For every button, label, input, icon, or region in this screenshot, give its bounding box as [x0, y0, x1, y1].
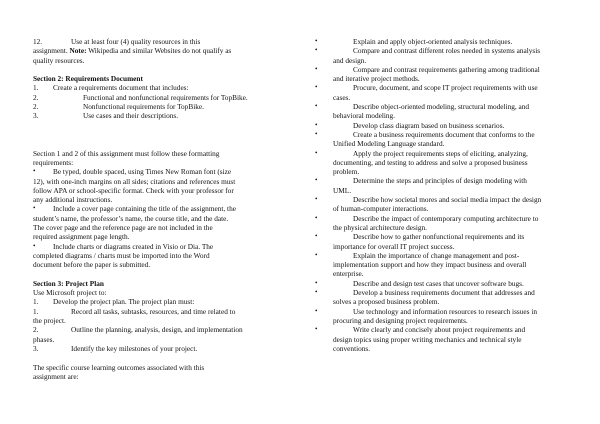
bullet-icon: •: [315, 288, 318, 297]
item-12-line3: quality resources.: [33, 55, 85, 65]
bullet-icon: •: [315, 195, 318, 204]
list-item: 3. Identify the key milestones of your project.: [33, 343, 198, 353]
outcome-line: Procure, document, and scope IT project requirements with use: [353, 83, 538, 93]
outcome-line: and design.: [333, 55, 367, 65]
outcome-line: conventions.: [333, 343, 371, 353]
outcome-line: Write clearly and concisely about project requirements and: [353, 325, 526, 335]
outcome-item: [315, 129, 581, 149]
bullet-icon: •: [315, 83, 318, 92]
bullet-icon: •: [315, 176, 318, 185]
outcome-line: the physical architecture design.: [333, 222, 428, 232]
outcome-item: [315, 64, 581, 84]
outcome-line: Explain the importance of change management and post-: [353, 250, 520, 260]
item-number: 12.: [33, 37, 43, 46]
outcome-line: Explain and apply object-oriented analysis techniques.: [353, 37, 513, 46]
section-3-list: [33, 297, 285, 353]
outcome-line: Describe object-oriented modeling, structural modeling, and: [353, 102, 530, 112]
outcome-line: problem.: [333, 167, 360, 177]
outcome-line: procuring and designing project requirements.: [333, 315, 468, 325]
bullet-icon: •: [33, 241, 36, 250]
outcome-line: design topics using proper writing mechanics and technical style: [333, 334, 522, 344]
outcome-line: enterprise.: [333, 269, 364, 279]
item-12: [33, 37, 285, 65]
item-12-line2: assignment. Note: Wikipedia and similar Websites do not qualify as: [33, 46, 232, 56]
list-item: 1. Record all tasks, subtasks, resources, and time related to the project.: [33, 306, 236, 326]
outcome-item: [315, 37, 581, 46]
format-intro: Section 1 and 2 of this assignment must follow these formatting requirements:: [33, 148, 220, 167]
outcomes-intro: The specific course learning outcomes associated with this assignment are:: [33, 362, 205, 381]
bullet-icon: •: [315, 306, 318, 315]
bullet-icon: •: [315, 102, 318, 111]
outcome-item: [315, 148, 581, 177]
section-2-heading: Section 2: Requirements Document: [33, 74, 143, 84]
outcome-item: [315, 288, 581, 307]
outcome-line: Use technology and information resources to research issues in: [353, 306, 537, 316]
outcome-line: Describe and design test cases that uncover software bugs.: [353, 278, 524, 288]
outcome-item: [315, 102, 581, 121]
list-item: • Include a cover page containing the title of the assignment, the student’s name, the professor’s name, the course title, and the date. The cover page and the reference page are not included in the required assignment page length.: [33, 204, 236, 242]
bullet-icon: •: [315, 148, 318, 157]
item-12-line1: Use at least four (4) quality resources in this: [71, 37, 201, 46]
bullet-icon: •: [315, 213, 318, 222]
outcome-item: [315, 195, 581, 214]
outcome-line: importance for overall IT project success.: [333, 241, 455, 251]
bullet-icon: •: [315, 120, 318, 129]
outcome-line: Apply the project requirements steps of eliciting, analyzing,: [353, 148, 528, 158]
outcome-item: [315, 232, 581, 251]
outcome-line: Create a business requirements document that conforms to the: [353, 129, 535, 139]
outcome-line: Compare and contrast different roles needed in systems analysis: [353, 46, 541, 56]
outcome-line: of human-computer interactions.: [333, 204, 429, 214]
list-item: • Be typed, double spaced, using Times New Roman font (size 12), with one-inch margins on all sides; citations and references must follow APA or school-specific format. Check with your professor for any additional instructions.: [33, 167, 236, 205]
bullet-icon: •: [315, 37, 318, 45]
outcome-line: Determine the steps and principles of design modeling with: [353, 176, 527, 186]
outcome-item: [315, 325, 581, 353]
list-item: 2. Nonfunctional requirements for TopBike.: [33, 102, 204, 112]
outcome-item: [315, 278, 581, 288]
list-item: 1. Develop the project plan. The project plan must:: [33, 297, 195, 307]
format-bullets: [33, 167, 285, 269]
outcome-line: documenting, and testing to address and solve a proposed business: [333, 157, 528, 167]
outcome-item: [315, 83, 581, 102]
outcome-line: behavioral modeling.: [333, 111, 396, 121]
outcome-line: Unified Modeling Language standard.: [333, 139, 445, 149]
bullet-icon: •: [315, 325, 318, 334]
list-item: 2. Outline the planning, analysis, design, and implementation phases.: [33, 325, 243, 344]
bullet-icon: •: [315, 129, 318, 138]
right-column: [315, 37, 581, 353]
list-item: 3. Use cases and their descriptions.: [33, 111, 179, 121]
outcome-line: Describe the impact of contemporary computing architecture to: [353, 213, 539, 223]
outcome-line: UML.: [333, 185, 352, 195]
outcome-item: [315, 213, 581, 233]
outcome-line: Compare and contrast requirements gathering among traditional: [353, 64, 540, 74]
outcome-item: [315, 120, 581, 130]
outcome-line: and iterative project methods.: [333, 74, 420, 84]
list-item: • Include charts or diagrams created in Visio or Dia. The completed diagrams / charts must be imported into the Word document before the paper is submitted.: [33, 241, 214, 270]
outcome-line: Describe how societal mores and social media impact the design: [353, 195, 542, 205]
section-2-list: [33, 83, 285, 120]
bullet-icon: •: [33, 167, 36, 176]
bullet-icon: •: [315, 64, 318, 73]
list-item: 1. Create a requirements document that includes:: [33, 83, 189, 93]
left-column: [33, 0, 285, 381]
bullet-icon: •: [315, 278, 318, 287]
outcome-item: [315, 250, 581, 279]
outcome-item: [315, 46, 581, 65]
outcome-line: solves a proposed business problem.: [333, 297, 440, 307]
bullet-icon: •: [315, 232, 318, 241]
bullet-icon: •: [315, 46, 318, 55]
outcome-item: [315, 176, 581, 195]
outcome-line: Develop class diagram based on business scenarios.: [353, 120, 505, 130]
outcome-line: implementation support and how they impact business and overall: [333, 260, 527, 270]
bullet-icon: •: [33, 204, 36, 213]
section-3-sub: Use Microsoft project to:: [33, 288, 107, 298]
outcome-line: Develop a business requirements document that addresses and: [353, 288, 535, 298]
bullet-icon: •: [315, 250, 318, 259]
list-item: 2. Functional and nonfunctional requirements for TopBike.: [33, 92, 248, 102]
outcome-line: cases.: [333, 92, 351, 102]
section-3-heading: Section 3: Project Plan: [33, 278, 104, 288]
outcome-line: Describe how to gather nonfunctional requirements and its: [353, 232, 525, 242]
outcome-item: [315, 306, 581, 326]
